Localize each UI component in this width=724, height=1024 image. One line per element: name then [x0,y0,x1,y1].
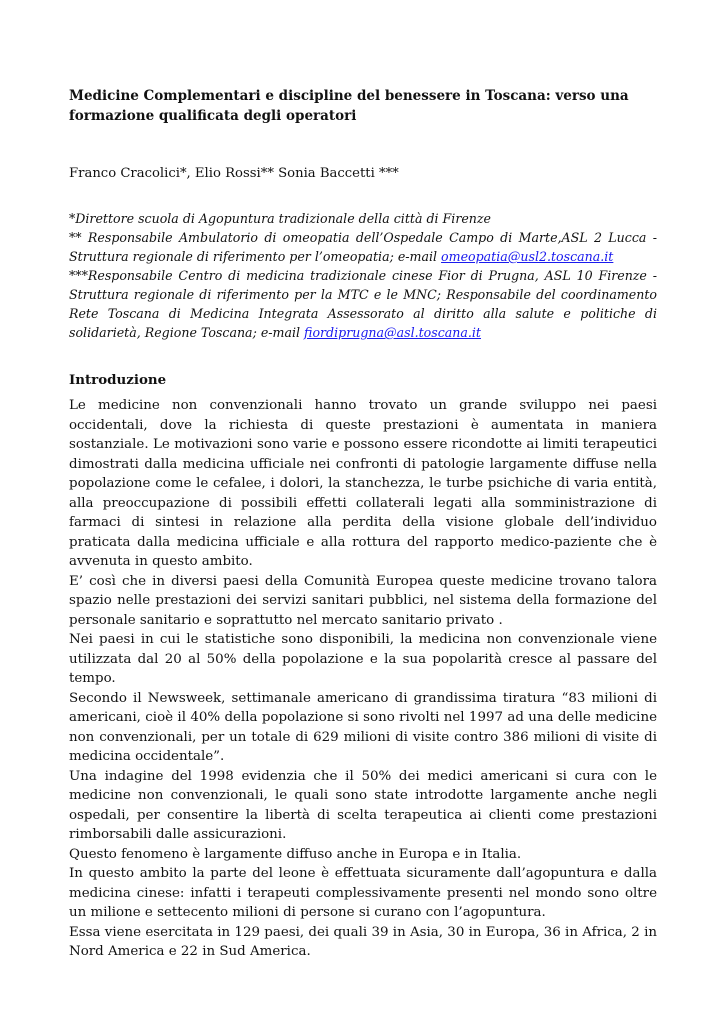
affiliation-2 [69,228,657,266]
body-text [69,396,657,962]
paragraph: E’ così che in diversi paesi della Comunità Europea queste medicine trovano talora spazio nelle prestazioni dei servizi sanitari pubblici, nel sistema della formazione del personale sanitario e soprattutto nel mercato sanitario privato . [69,573,657,628]
email-link-omeopatia[interactable]: omeopatia@usl2.toscana.it [441,249,614,264]
paragraph: Secondo il Newsweek, settimanale americano di grandissima tiratura “83 milioni di americani, cioè il 40% della popolazione si sono rivolti nel 1997 ad una delle medicine non convenzionali, per un totale di 629 milioni di visite contro 386 milioni di visite di medicina occidentale”. [69,690,657,764]
paragraph: Le medicine non convenzionali hanno trovato un grande sviluppo nei paesi occidentali, dove la richiesta di queste prestazioni è aumentata in maniera sostanziale. Le motivazioni sono varie e possono essere ricondotte ai limiti terapeutici dimostrati dalla medicina ufficiale nei confronti di patologie largamente diffuse nella popolazione come le cefalee, i dolori, la stanchezza, le turbe psichiche di varia entità, alla preoccupazione di possibili effetti collaterali legati alla somministrazione di farmaci di sintesi in relazione alla perdita della visione globale dell’individuo praticata dalla medicina ufficiale e alla rottura del rapporto medico-paziente che è avvenuta in questo ambito. [69,398,657,569]
affiliation-3 [69,266,657,342]
paragraph: Nei paesi in cui le statistiche sono disponibili, la medicina non convenzionale viene utilizzata dal 20 al 50% della popolazione e la sua popolarità cresce al passare del tempo. [69,632,657,686]
paragraph: Essa viene esercitata in 129 paesi, dei quali 39 in Asia, 30 in Europa, 36 in Africa, 2 in Nord America e 22 in Sud America. [69,924,657,959]
section-heading-introduzione: Introduzione [69,372,167,388]
paragraph: Questo fenomeno è largamente diffuso anche in Europa e in Italia. [69,846,522,862]
paragraph: Una indagine del 1998 evidenzia che il 50% dei medici americani si cura con le medicine non convenzionali, le quali sono state introdotte largamente anche negli ospedali, per consentire la libertà di scelta terapeutica ai clienti come prestazioni rimborsabili dalle assicurazioni. [69,768,657,842]
affiliation-3-text: ***Responsabile Centro di medicina tradizionale cinese Fior di Prugna, ASL 10 Firenze - Struttura regionale di riferimento per la MTC e le MNC; Responsabile del coordinamento Rete Toscana di Medicina Integrata Assessorato al diritto alla salute e politiche di solidarietà, Regione Toscana; e-mail [69,268,657,340]
affiliation-2-text: ** Responsabile Ambulatorio di omeopatia dell’Ospedale Campo di Marte,ASL 2 Lucca - Struttura regionale di riferimento per l’omeopatia; e-mail [69,230,657,264]
affiliations [69,209,657,342]
authors-line: Franco Cracolici*, Elio Rossi** Sonia Baccetti *** [69,166,399,181]
document-page [69,86,657,962]
document-title: Medicine Complementari e discipline del benessere in Toscana: verso una formazione qualificata degli operatori [69,88,629,124]
email-link-fiordiprugna[interactable]: fiordiprugna@asl.toscana.it [304,325,481,340]
paragraph: In questo ambito la parte del leone è effettuata sicuramente dall’agopuntura e dalla medicina cinese: infatti i terapeuti complessivamente presenti nel mondo sono oltre un milione e settecento milioni di persone si curano con l’agopuntura. [69,866,657,920]
affiliation-1: *Direttore scuola di Agopuntura tradizionale della città di Firenze [69,211,491,226]
